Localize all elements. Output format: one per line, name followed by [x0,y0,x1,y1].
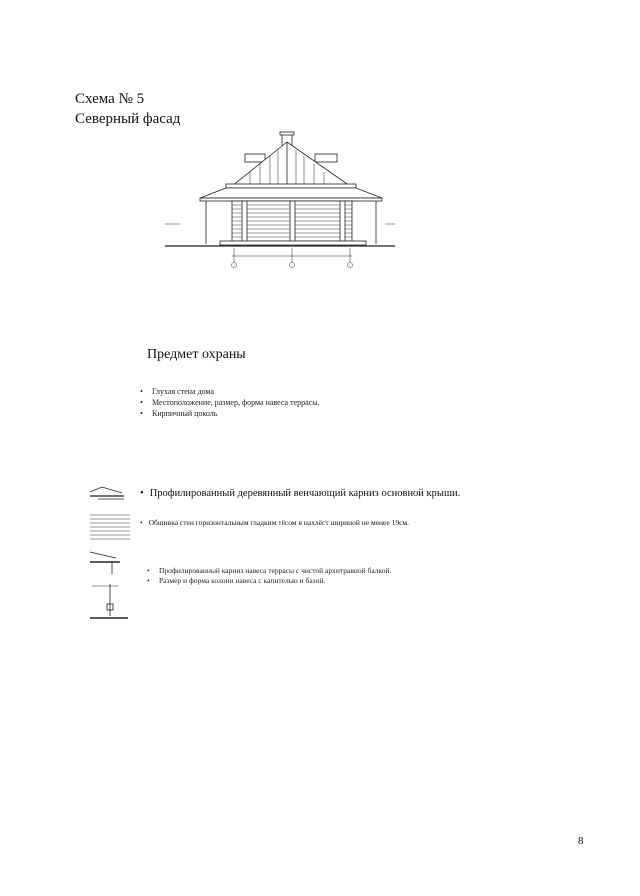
protection-item: • Кирпичный цоколь [140,408,320,419]
terrace-cornice-icon [88,548,128,578]
legend-cornice-text: Профилированный деревянный венчающий карниз основной крыши. [149,488,461,499]
protection-list [140,386,320,419]
legend-siding [140,518,409,527]
cornice-icon [88,484,128,504]
siding-icon [88,512,132,544]
column-icon [88,582,128,622]
facade-title: Северный фасад [75,111,181,127]
protection-heading: Предмет охраны [147,347,246,362]
terrace-list [147,566,391,586]
page-number: 8 [578,835,584,847]
terrace-item: • Профилированный карниз навеса террасы с чистой архитравной балкой. [147,566,391,576]
legend-cornice [140,488,460,499]
north-facade-drawing [160,128,400,273]
legend-siding-text: Обшивка стен горизонтальным гладким тёсом в нахлёст шириной не менее 19см. [148,518,410,527]
bullet-icon: • [140,518,143,527]
bullet-icon: • [140,488,144,499]
scheme-number: Схема № 5 [75,91,145,107]
terrace-item: • Размер и форма колонн навеса с капителью и базой. [147,576,391,586]
protection-item: • Глухая стена дома [140,386,320,397]
protection-item: • Местоположение, размер, форма навеса террасы. [140,397,320,408]
